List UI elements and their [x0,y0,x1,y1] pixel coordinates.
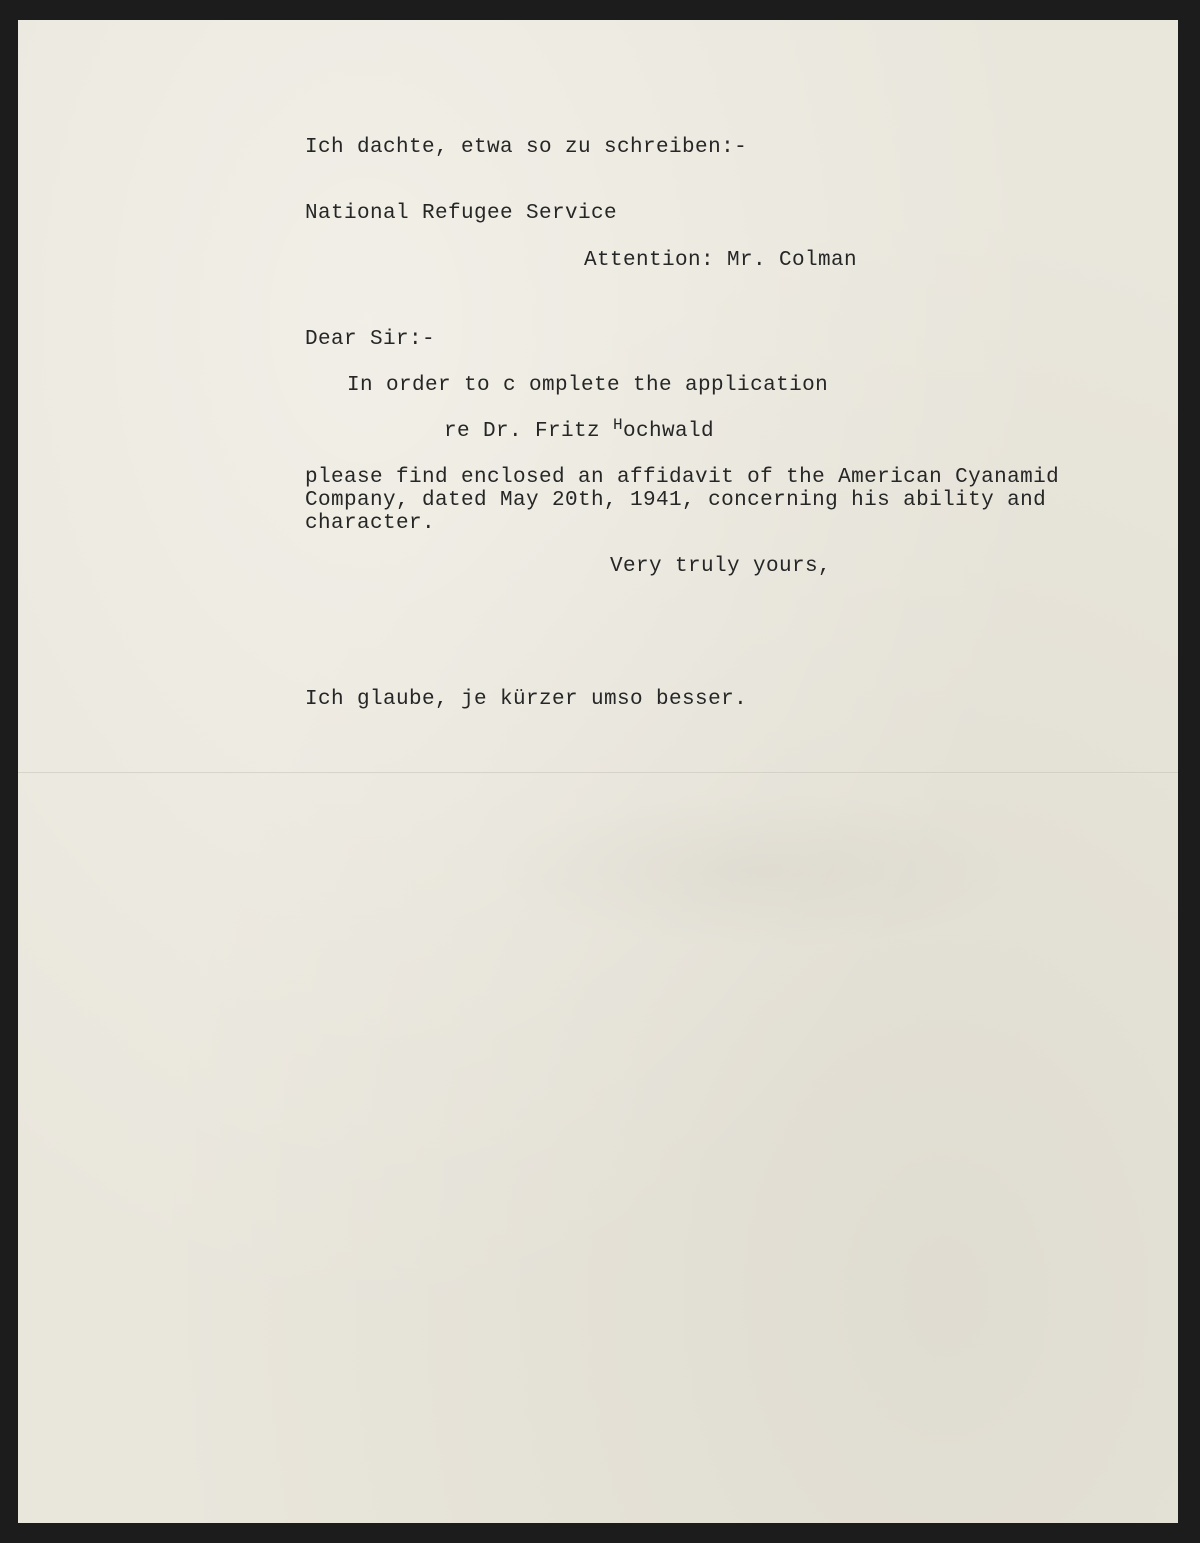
document-page [18,20,1178,1523]
ink-bleed-through [488,790,1028,950]
note-line: Ich glaube, je kürzer umso besser. [305,688,748,711]
paper-fold-crease [18,772,1178,774]
salutation-line: Dear Sir:- [305,328,436,351]
closing-line: Very truly yours, [610,555,832,578]
body-line-application: In order to c omplete the application [347,374,829,397]
recipient-line: National Refugee Service [305,202,618,225]
re-rest: ochwald [623,420,715,443]
attention-line: Attention: Mr. Colman [584,249,858,272]
body-line-affidavit: please find enclosed an affidavit of the American Cyanamid [305,466,1060,489]
re-line [444,416,715,444]
re-prefix: re Dr. Fritz [444,420,614,443]
intro-line: Ich dachte, etwa so zu schreiben:- [305,136,748,159]
re-initial: H [613,416,624,434]
body-line-character: character. [305,512,436,535]
body-line-company: Company, dated May 20th, 1941, concerning his ability and [305,489,1047,512]
